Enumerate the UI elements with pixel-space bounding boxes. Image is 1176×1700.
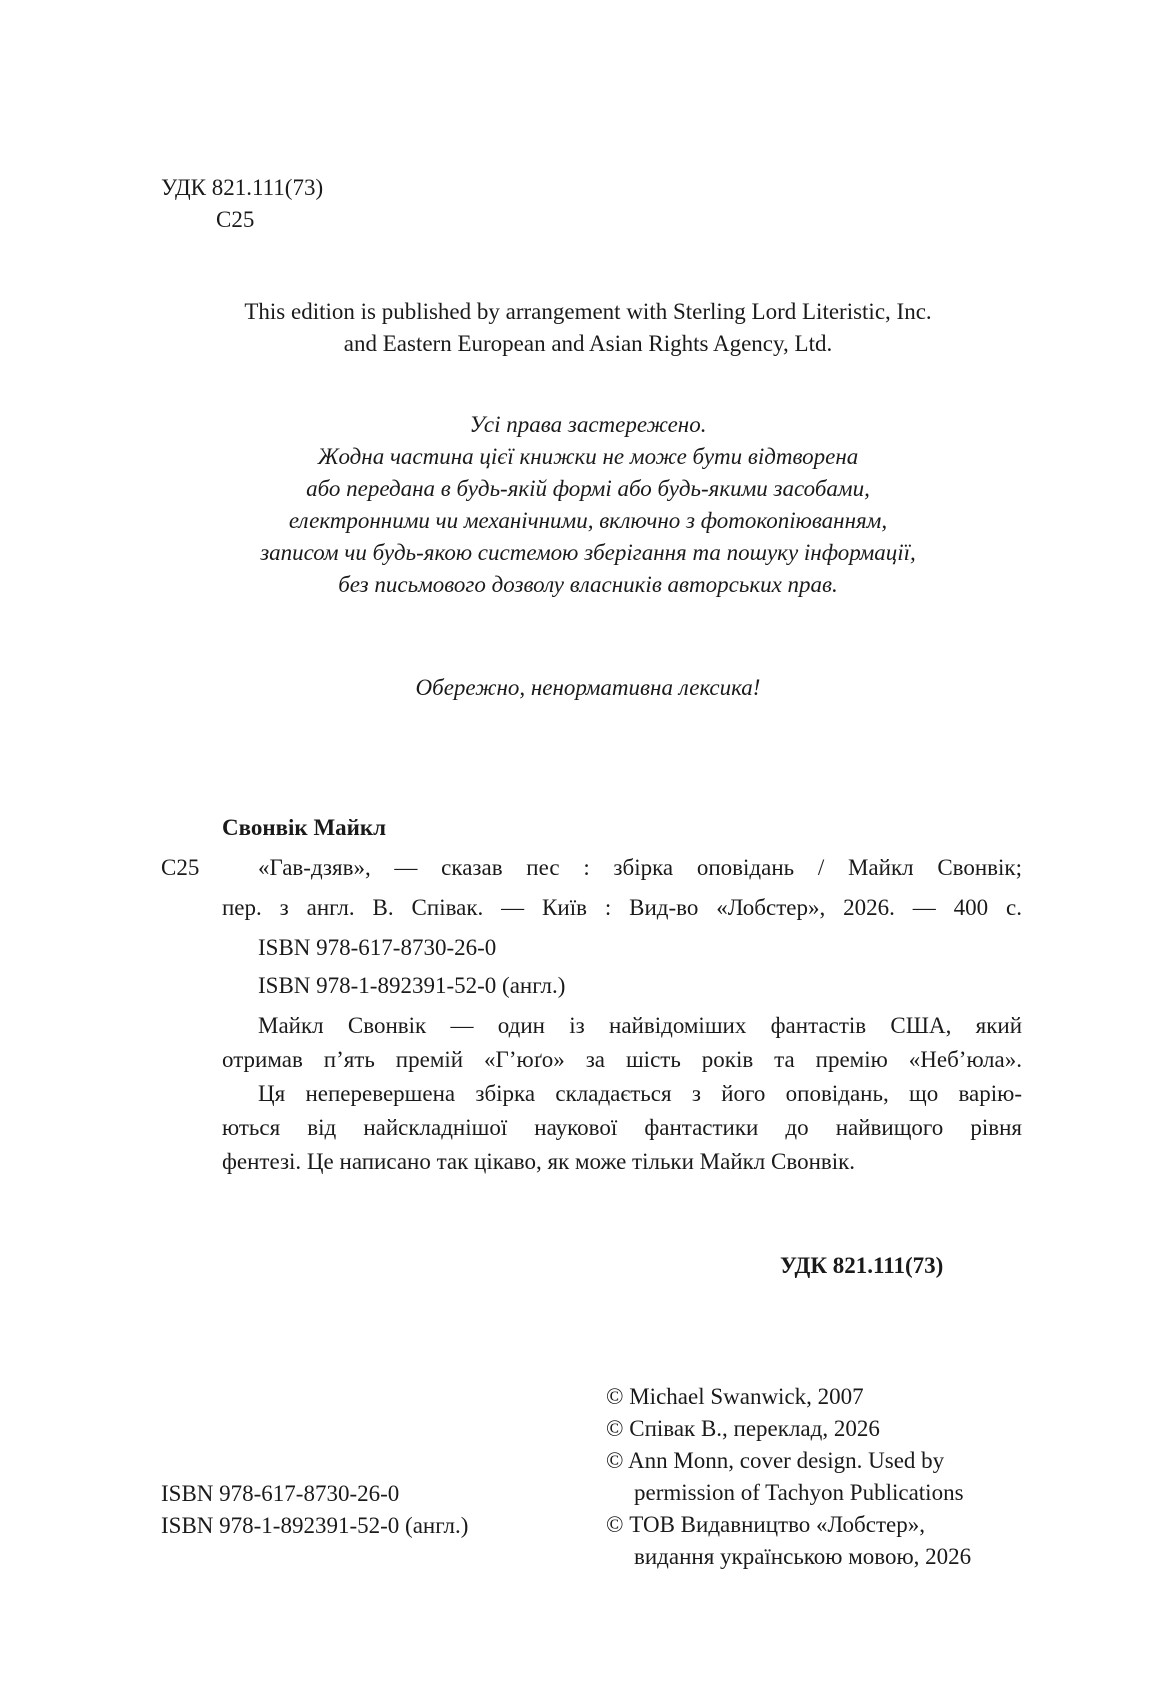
author-mark-top: С25 [216, 207, 255, 232]
rights-line-5: записом чи будь-якою системою зберігання та пошуку інформації, [260, 540, 916, 565]
annotation-line-2: отримав п’ять премій «Г’юґо» за шість років та премію «Неб’юла». [222, 1047, 1022, 1072]
annotation-line-1: Майкл Свонвік — один із найвідоміших фантастів США, який [258, 1013, 1022, 1038]
catalog-author-mark: С25 [161, 855, 200, 880]
copyright-cover-design-line-1: © Ann Monn, cover design. Used by [606, 1448, 945, 1473]
udk-code-top: УДК 821.111(73) [161, 175, 324, 200]
arrangement-line-1: This edition is published by arrangement with Sterling Lord Literistic, Inc. [244, 299, 932, 324]
rights-line-1: Усі права застережено. [469, 412, 707, 437]
copyright-publisher-line-1: © ТОВ Видавництво «Лобстер», [606, 1512, 925, 1537]
isbn-block-line-1: ISBN 978-617-8730-26-0 [161, 1481, 400, 1506]
rights-line-3: або передана в будь-якій формі або будь-якими засобами, [306, 476, 870, 501]
catalog-author-heading: Свонвік Майкл [222, 815, 387, 840]
annotation-line-4: ються від найскладнішої наукової фантастики до найвищого рівня [222, 1115, 1022, 1140]
copyright-cover-design-line-2: permission of Tachyon Publications [634, 1480, 964, 1505]
udk-code-bottom: УДК 821.111(73) [780, 1253, 944, 1278]
arrangement-line-2: and Eastern European and Asian Rights Agency, Ltd. [343, 331, 833, 356]
isbn-block-line-2: ISBN 978-1-892391-52-0 (англ.) [161, 1513, 469, 1538]
annotation-line-3: Ця неперевершена збірка складається з його оповідань, що варію- [258, 1081, 1022, 1106]
catalog-isbn-1: ISBN 978-617-8730-26-0 [258, 935, 497, 960]
rights-line-4: електронними чи механічними, включно з фотокопіюванням, [288, 508, 888, 533]
rights-line-2: Жодна частина цієї книжки не може бути відтворена [317, 444, 859, 469]
catalog-title-line-2: пер. з англ. В. Співак. — Київ : Вид-во «Лобстер», 2026. — 400 с. [222, 895, 1022, 920]
catalog-isbn-2: ISBN 978-1-892391-52-0 (англ.) [258, 973, 566, 998]
rights-line-6: без письмового дозволу власників авторських прав. [338, 572, 838, 597]
content-warning: Обережно, ненормативна лексика! [415, 675, 761, 700]
copyright-michael-swanwick: © Michael Swanwick, 2007 [606, 1384, 864, 1409]
copyright-translation: © Співак В., переклад, 2026 [606, 1416, 880, 1441]
catalog-title-line-1: «Гав-дзяв», — сказав пес : збірка оповідань / Майкл Свонвік; [258, 855, 1022, 880]
annotation-line-5: фентезі. Це написано так цікаво, як може тільки Майкл Свонвік. [222, 1149, 856, 1174]
copyright-publisher-line-2: видання українською мовою, 2026 [634, 1544, 972, 1569]
